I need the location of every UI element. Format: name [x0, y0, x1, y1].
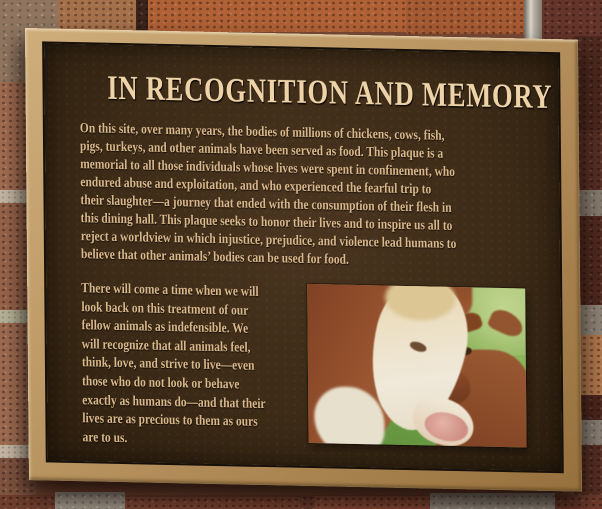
text-line: reject a worldview in which injustice, prejudice, and violence lead humans to [80, 229, 457, 253]
cow-and-calf-photo [307, 284, 526, 448]
text-line: lives are as precious to them as ours [82, 411, 258, 431]
brick [555, 496, 602, 509]
text-line: those who do not look or behave [82, 374, 240, 393]
brick [58, 0, 138, 30]
text-line: pigs, turkeys, and other animals have been served as food. This plaque is a [79, 139, 444, 162]
text-line: On this site, over many years, the bodies of millions of chickens, cows, fish, [79, 121, 445, 144]
brick [125, 497, 300, 509]
mortar-gap [136, 0, 148, 30]
text-line: fellow animals as indefensible. We [81, 318, 249, 337]
plaque-title-row [44, 69, 558, 116]
text-line: think, love, and strive to live—even [81, 355, 255, 375]
brick [0, 323, 30, 445]
plaque-title: IN RECOGNITION AND MEMORY [107, 69, 553, 117]
text-line: this dining hall. This plaque seeks to honor their lives and to inspire us all to [80, 211, 453, 234]
text-line: will recognize that all animals feel, [81, 336, 251, 356]
brick [406, 0, 524, 34]
memorial-paragraph-1 [80, 120, 457, 272]
text-line: exactly as humans do—and that their [82, 392, 266, 412]
text-line: There will come a time when we will [81, 281, 259, 300]
brick [315, 496, 430, 509]
stone [55, 492, 125, 509]
brick [148, 0, 406, 32]
stone [430, 493, 555, 509]
mortar [0, 310, 30, 323]
text-line: endured abuse and exploitation, and who experienced the fearful trip to [80, 175, 432, 198]
text-line: their slaughter—a journey that ended with the consumption of their flesh in [80, 193, 452, 216]
text-line: are to us. [82, 429, 128, 446]
memorial-paragraph-2 [81, 280, 266, 451]
text-line: memorial to all those individuals whose lives were spent in confinement, who [80, 157, 456, 181]
brick [0, 203, 30, 310]
text-line: look back on this treatment of our [81, 299, 249, 319]
text-line: believe that other animals’ bodies can be used for food. [80, 247, 349, 268]
metal-conduit [524, 0, 542, 40]
plaque-face [44, 43, 562, 471]
memorial-plaque [25, 28, 582, 492]
